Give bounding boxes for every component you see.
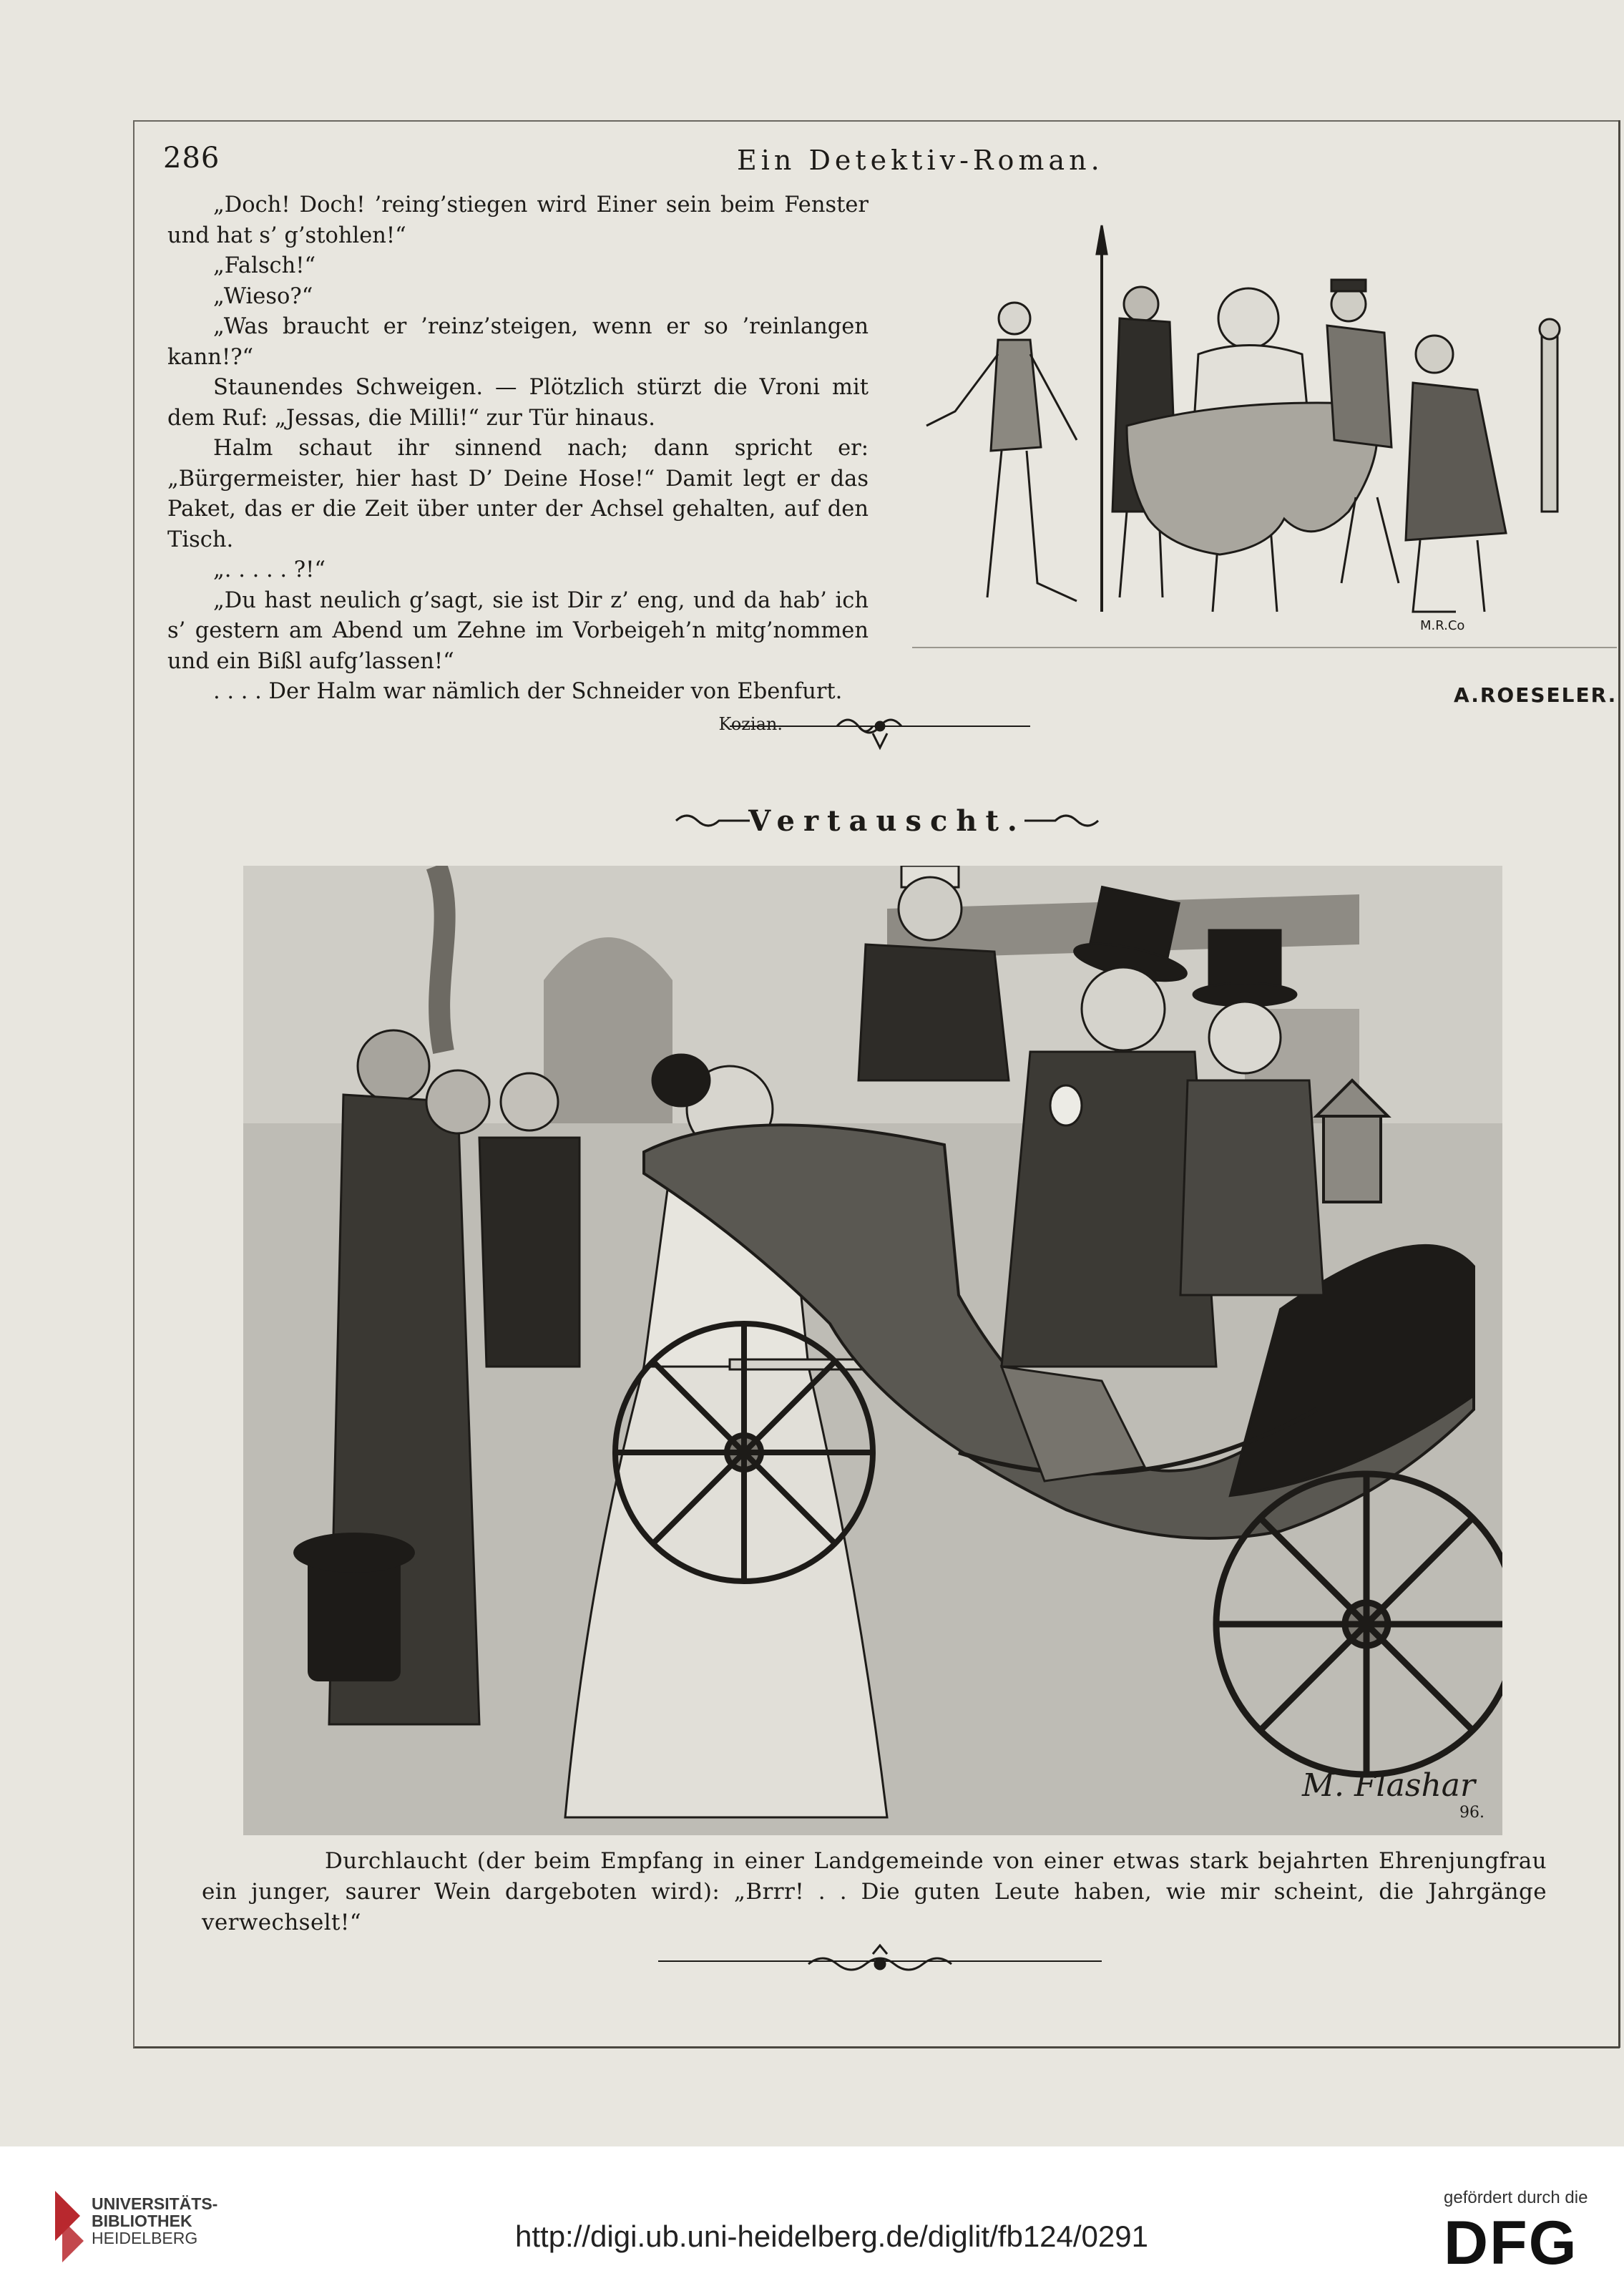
library-name-line3: HEIDELBERG [92, 2229, 198, 2247]
illustration-caption: Durchlaucht (der beim Empfang in einer Landgemeinde von einer etwas stark bejahrten Ehrenjungfrau ein junger, saurer Wein dargeboten wird): „Brrr! . . Die guten Leute haben, wie mir scheint, die Jahrgänge verwechselt!“ [202, 1848, 1547, 1935]
section-heading [672, 800, 1102, 843]
library-name [92, 2195, 217, 2247]
dfg-logo: DFG [1444, 2209, 1578, 2277]
frame-left-rule [133, 120, 134, 2048]
story-author: Kozian. [718, 713, 783, 734]
section-title: Vertauscht. [748, 804, 1026, 838]
story-paragraph: „Du hast neulich g’sagt, sie ist Dir z’ eng, und da hab’ ich s’ gestern am Abend um Zehne im Vorbeigeh’n mitg’nommen und ein Bißl aufg’lassen!“ [167, 587, 869, 674]
flourish-right-icon [1023, 810, 1102, 831]
story-paragraph: „Falsch!“ [213, 253, 316, 278]
carriage-scene-illustration [243, 866, 1502, 1835]
ornament-divider-bottom [658, 1943, 1102, 1993]
story-paragraph: . . . . Der Halm war nämlich der Schneider von Ebenfurt. [213, 679, 843, 704]
story-paragraph: „Doch! Doch! ’reing’stiegen wird Einer sein beim Fenster und hat s’ g’stohlen!“ [167, 192, 869, 248]
story-paragraph: „Wieso?“ [213, 283, 313, 309]
artist-signature-roeseler: A.ROESELER. [1454, 683, 1618, 707]
ornament-divider [730, 705, 1030, 762]
frame-right-rule [1618, 120, 1620, 2048]
monogram: M.R.Co [1420, 618, 1465, 633]
ub-heidelberg-logo-icon [52, 2191, 87, 2270]
story-paragraph: „. . . . . ?!“ [213, 557, 326, 582]
villagers-illustration [912, 211, 1617, 726]
story-text [167, 190, 869, 739]
funding-label: gefördert durch die [1444, 2188, 1588, 2207]
library-name-line1: UNIVERSITÄTS- [92, 2194, 218, 2213]
running-title: Ein Detektiv-Roman. [737, 145, 1104, 176]
story-paragraph: Staunendes Schweigen. — Plötzlich stürzt die Vroni mit dem Ruf: „Jessas, die Milli!“ zur Tür hinaus. [167, 375, 869, 431]
document-url-link[interactable]: http://digi.ub.uni-heidelberg.de/diglit/fb124/0291 [515, 2219, 1148, 2253]
illustrator-signature: M. Flashar [1302, 1767, 1476, 1804]
digital-library-footer [0, 2146, 1624, 2286]
page-number: 286 [163, 142, 220, 175]
story-paragraph: „Was braucht er ’reinz’steigen, wenn er so ’reinlangen kann!?“ [167, 314, 869, 370]
story-paragraph: Halm schaut ihr sinnend nach; dann spricht er: „Bürgermeister, hier hast D’ Deine Hose!“ Damit legt er das Paket, das er die Zeit über unter der Achsel gehalten, auf den Tisch. [167, 436, 869, 552]
library-name-line2: BIBLIOTHEK [92, 2212, 192, 2230]
frame-top-rule [133, 120, 1620, 122]
illustration-year: 96. [1459, 1804, 1484, 1822]
frame-bottom-rule [133, 2046, 1620, 2048]
